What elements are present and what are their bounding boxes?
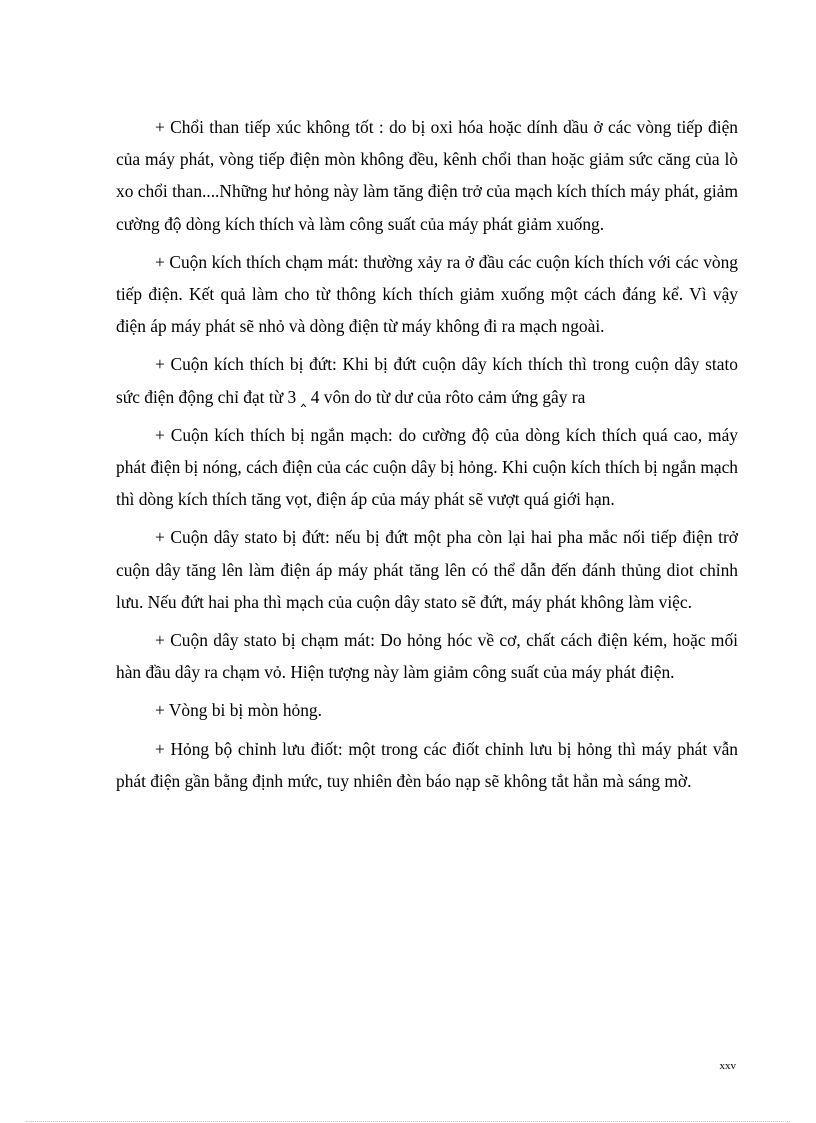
paragraph-brush-contact: + Chổi than tiếp xúc không tốt : do bị oxi hóa hoặc dính dầu ở các vòng tiếp điện của máy phát, vòng tiếp điện mòn không đều, kênh chổi than hoặc giảm sức căng của lò xo chổi than....Những hư hỏng này làm tăng điện trở của mạch kích thích máy phát, giảm cường độ dòng kích thích và làm công suất của máy phát giảm xuống. xyxy=(116,117,738,234)
page-number: xxv xyxy=(719,1060,736,1072)
page-bottom-divider xyxy=(26,1121,790,1122)
paragraph-stator-grounded: + Cuộn dây stato bị chạm mát: Do hỏng hóc về cơ, chất cách điện kém, hoặc mối hàn đầu dây ra chạm vỏ. Hiện tượng này làm giảm công suất của máy phát điện. xyxy=(116,630,738,683)
paragraph-bearing-worn: + Vòng bi bị mòn hỏng. xyxy=(155,700,322,721)
page-body xyxy=(116,111,738,803)
paragraph-rectifier-diode: + Hỏng bộ chỉnh lưu điốt: một trong các điốt chỉnh lưu bị hỏng thì máy phát vẫn phát điện gần bằng định mức, tuy nhiên đèn báo nạp sẽ không tắt hẳn mà sáng mờ. xyxy=(116,738,738,791)
paragraph-stator-broken: + Cuộn dây stato bị đứt: nếu bị đứt một pha còn lại hai pha mắc nối tiếp điện trở cuộn dây tăng lên làm điện áp máy phát tăng lên có thể dẫn đến đánh thủng diot chỉnh lưu. Nếu đứt hai pha thì mạch của cuộn dây stato sẽ đứt, máy phát không làm việc. xyxy=(116,527,738,612)
paragraph-field-coil-grounded: + Cuộn kích thích chạm mát: thường xảy ra ở đầu các cuộn kích thích với các vòng tiếp điện. Kết quả làm cho từ thông kích thích giảm xuống một cách đáng kể. Vì vậy điện áp máy phát sẽ nhỏ và dòng điện từ máy không đi ra mạch ngoài. xyxy=(116,251,738,337)
paragraph-field-coil-short: + Cuộn kích thích bị ngắn mạch: do cường độ của dòng kích thích quá cao, máy phát điện bị nóng, cách điện của các cuộn dây bị hỏng. Khi cuộn kích thích bị ngắn mạch thì dòng kích thích tăng vọt, điện áp của máy phát sẽ vượt quá giới hạn. xyxy=(116,424,738,510)
paragraph-field-coil-broken: + Cuộn kích thích bị đứt: Khi bị đứt cuộn dây kích thích thì trong cuộn dây stato sức điện động chỉ đạt từ 3 ‸ 4 vôn do từ dư của rôto cảm ứng gây ra xyxy=(116,354,738,407)
